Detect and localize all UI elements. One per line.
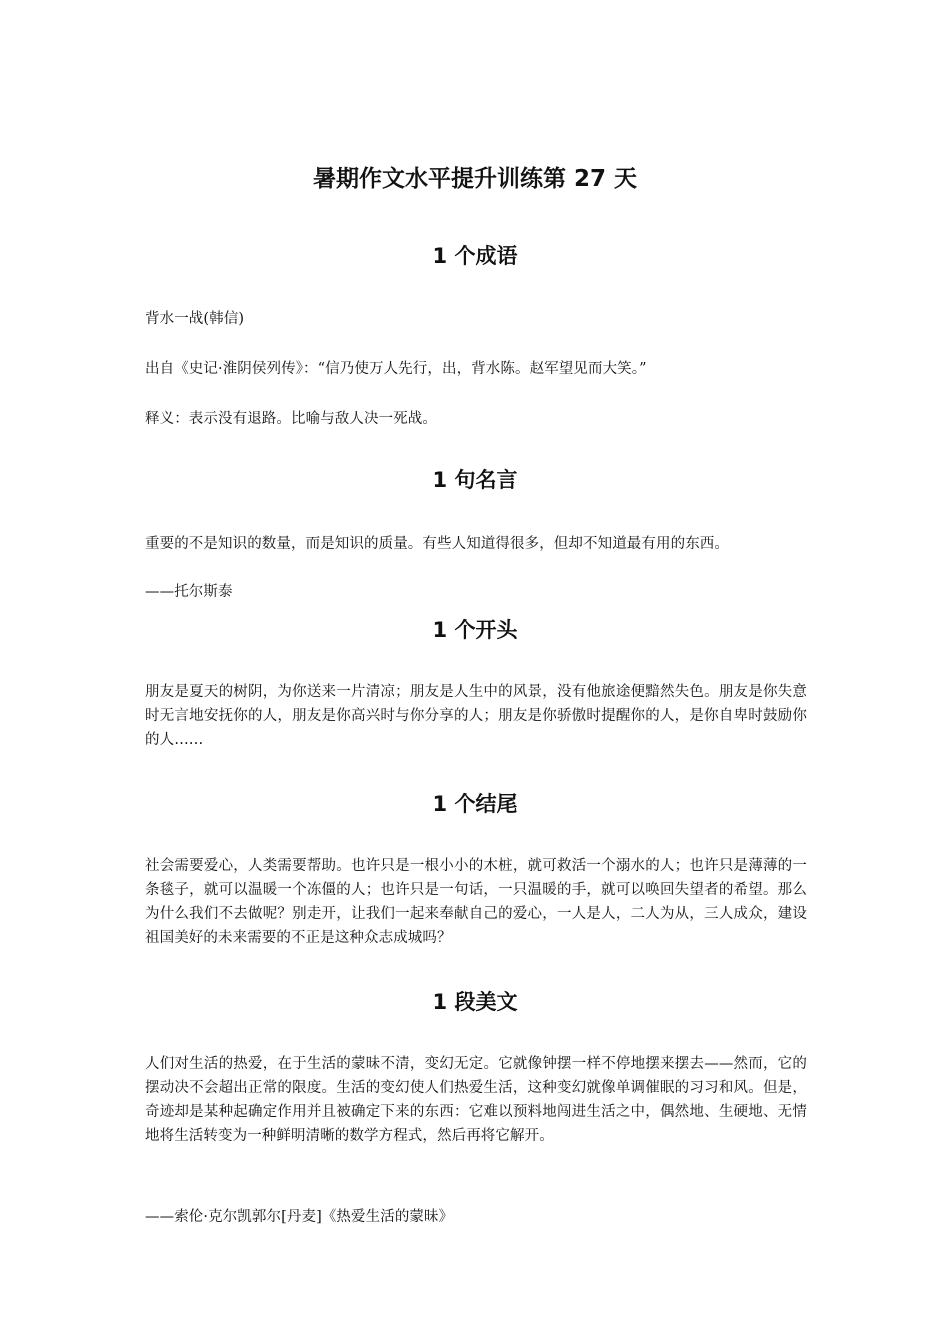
opening-text: 朋友是夏天的树阴，为你送来一片清凉；朋友是人生中的风景，没有他旅途便黯然失色。朋友是你失意时无言地安抚你的人，朋友是你高兴时与你分享的人；朋友是你骄傲时提醒你的人，是你自卑时鼓励你的人…… (145, 684, 807, 748)
quote-text: 重要的不是知识的数量，而是知识的质量。有些人知道得很多，但却不知道最有用的东西。 (145, 536, 729, 552)
idiom-heading: 1 个成语 (432, 244, 518, 268)
idiom-term: 背水一战(韩信) (145, 311, 245, 327)
ending-heading: 1 个结尾 (432, 792, 518, 816)
essay-text: 人们对生活的热爱，在于生活的蒙昧不清，变幻无定。它就像钟摆一样不停地摆来摆去——然而，它的摆动决不会超出正常的限度。生活的变幻使人们热爱生活，这种变幻就像单调催眠的习习和风。但是，奇迹却是某种起确定作用并且被确定下来的东西：它难以预料地闯进生活之中，偶然地、生硬地、无情地将生活转变为一种鲜明清晰的数学方程式，然后再将它解开。 (145, 1056, 807, 1144)
essay-author: ——索伦·克尔凯郭尔[丹麦]《热爱生活的蒙昧》 (145, 1209, 454, 1225)
opening-heading: 1 个开头 (432, 618, 518, 642)
idiom-meaning: 释义：表示没有退路。比喻与敌人决一死战。 (145, 411, 437, 427)
essay-heading: 1 段美文 (432, 990, 518, 1014)
quote-author: ——托尔斯泰 (145, 584, 233, 600)
idiom-source: 出自《史记·淮阴侯列传》：“信乃使万人先行，出，背水陈。赵军望见而大笑。” (145, 361, 647, 377)
ending-text: 社会需要爱心，人类需要帮助。也许只是一根小小的木桩，就可救活一个溺水的人；也许只是薄薄的一条毯子，就可以温暖一个冻僵的人；也许只是一句话，一只温暖的手，就可以唤回失望者的希望。那么为什么我们不去做呢？别走开，让我们一起来奉献自己的爱心，一人是人，二人为从，三人成众，建设祖国美好的未来需要的不正是这种众志成城吗？ (145, 858, 807, 946)
quote-heading: 1 句名言 (432, 468, 518, 492)
page-title: 暑期作文水平提升训练第 27 天 (312, 166, 638, 192)
